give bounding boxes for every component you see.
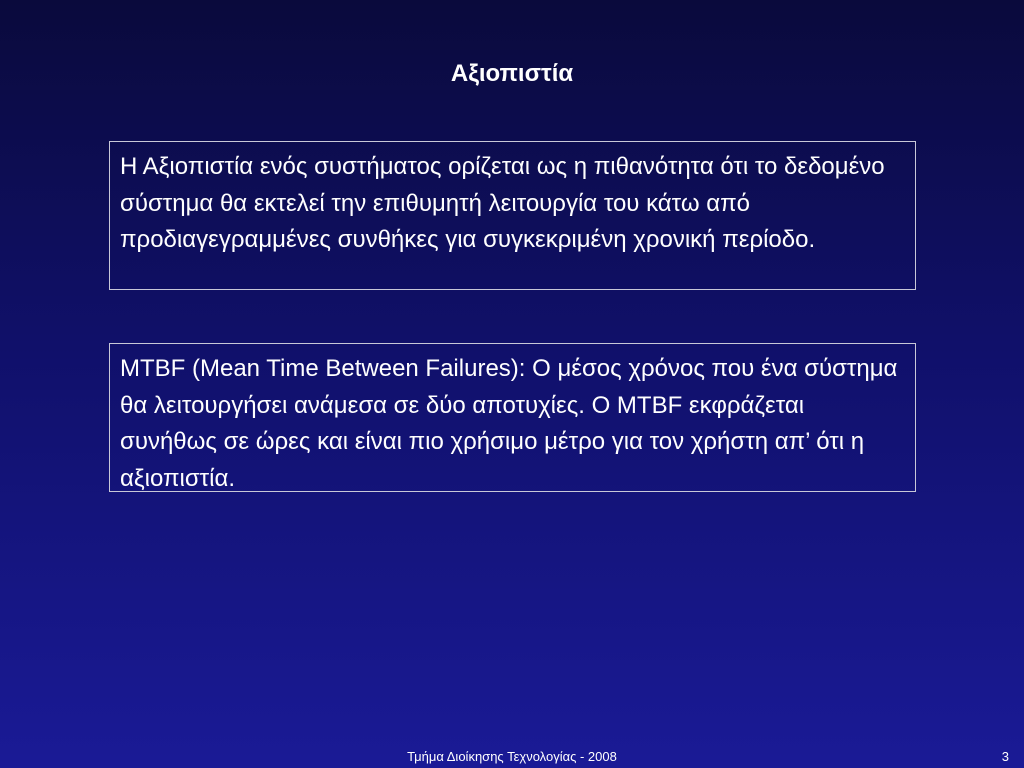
slide-title: Αξιοπιστία (450, 60, 574, 87)
mtbf-text-box: MTBF (Mean Time Between Failures): O μέσος χρόνος που ένα σύστημα θα λειτουργήσει ανάμεσα σε δύο αποτυχίες. Ο MTBF εκφράζεται συνήθως σε ώρες και είναι πιο χρήσιμο μέτρο για τον χρήστη απ’ ότι η αξιοπιστία. (109, 343, 916, 492)
slide-number: 3 (1001, 749, 1009, 764)
footer-text: Τμήμα Διοίκησης Τεχνολογίας - 2008 (407, 749, 617, 764)
definition-text-box: Η Αξιοπιστία ενός συστήματος ορίζεται ως η πιθανότητα ότι το δεδομένο σύστημα θα εκτελεί την επιθυμητή λειτουργία του κάτω από προδιαγεγραμμένες συνθήκες για συγκεκριμένη χρονική περίοδο. (109, 141, 916, 290)
